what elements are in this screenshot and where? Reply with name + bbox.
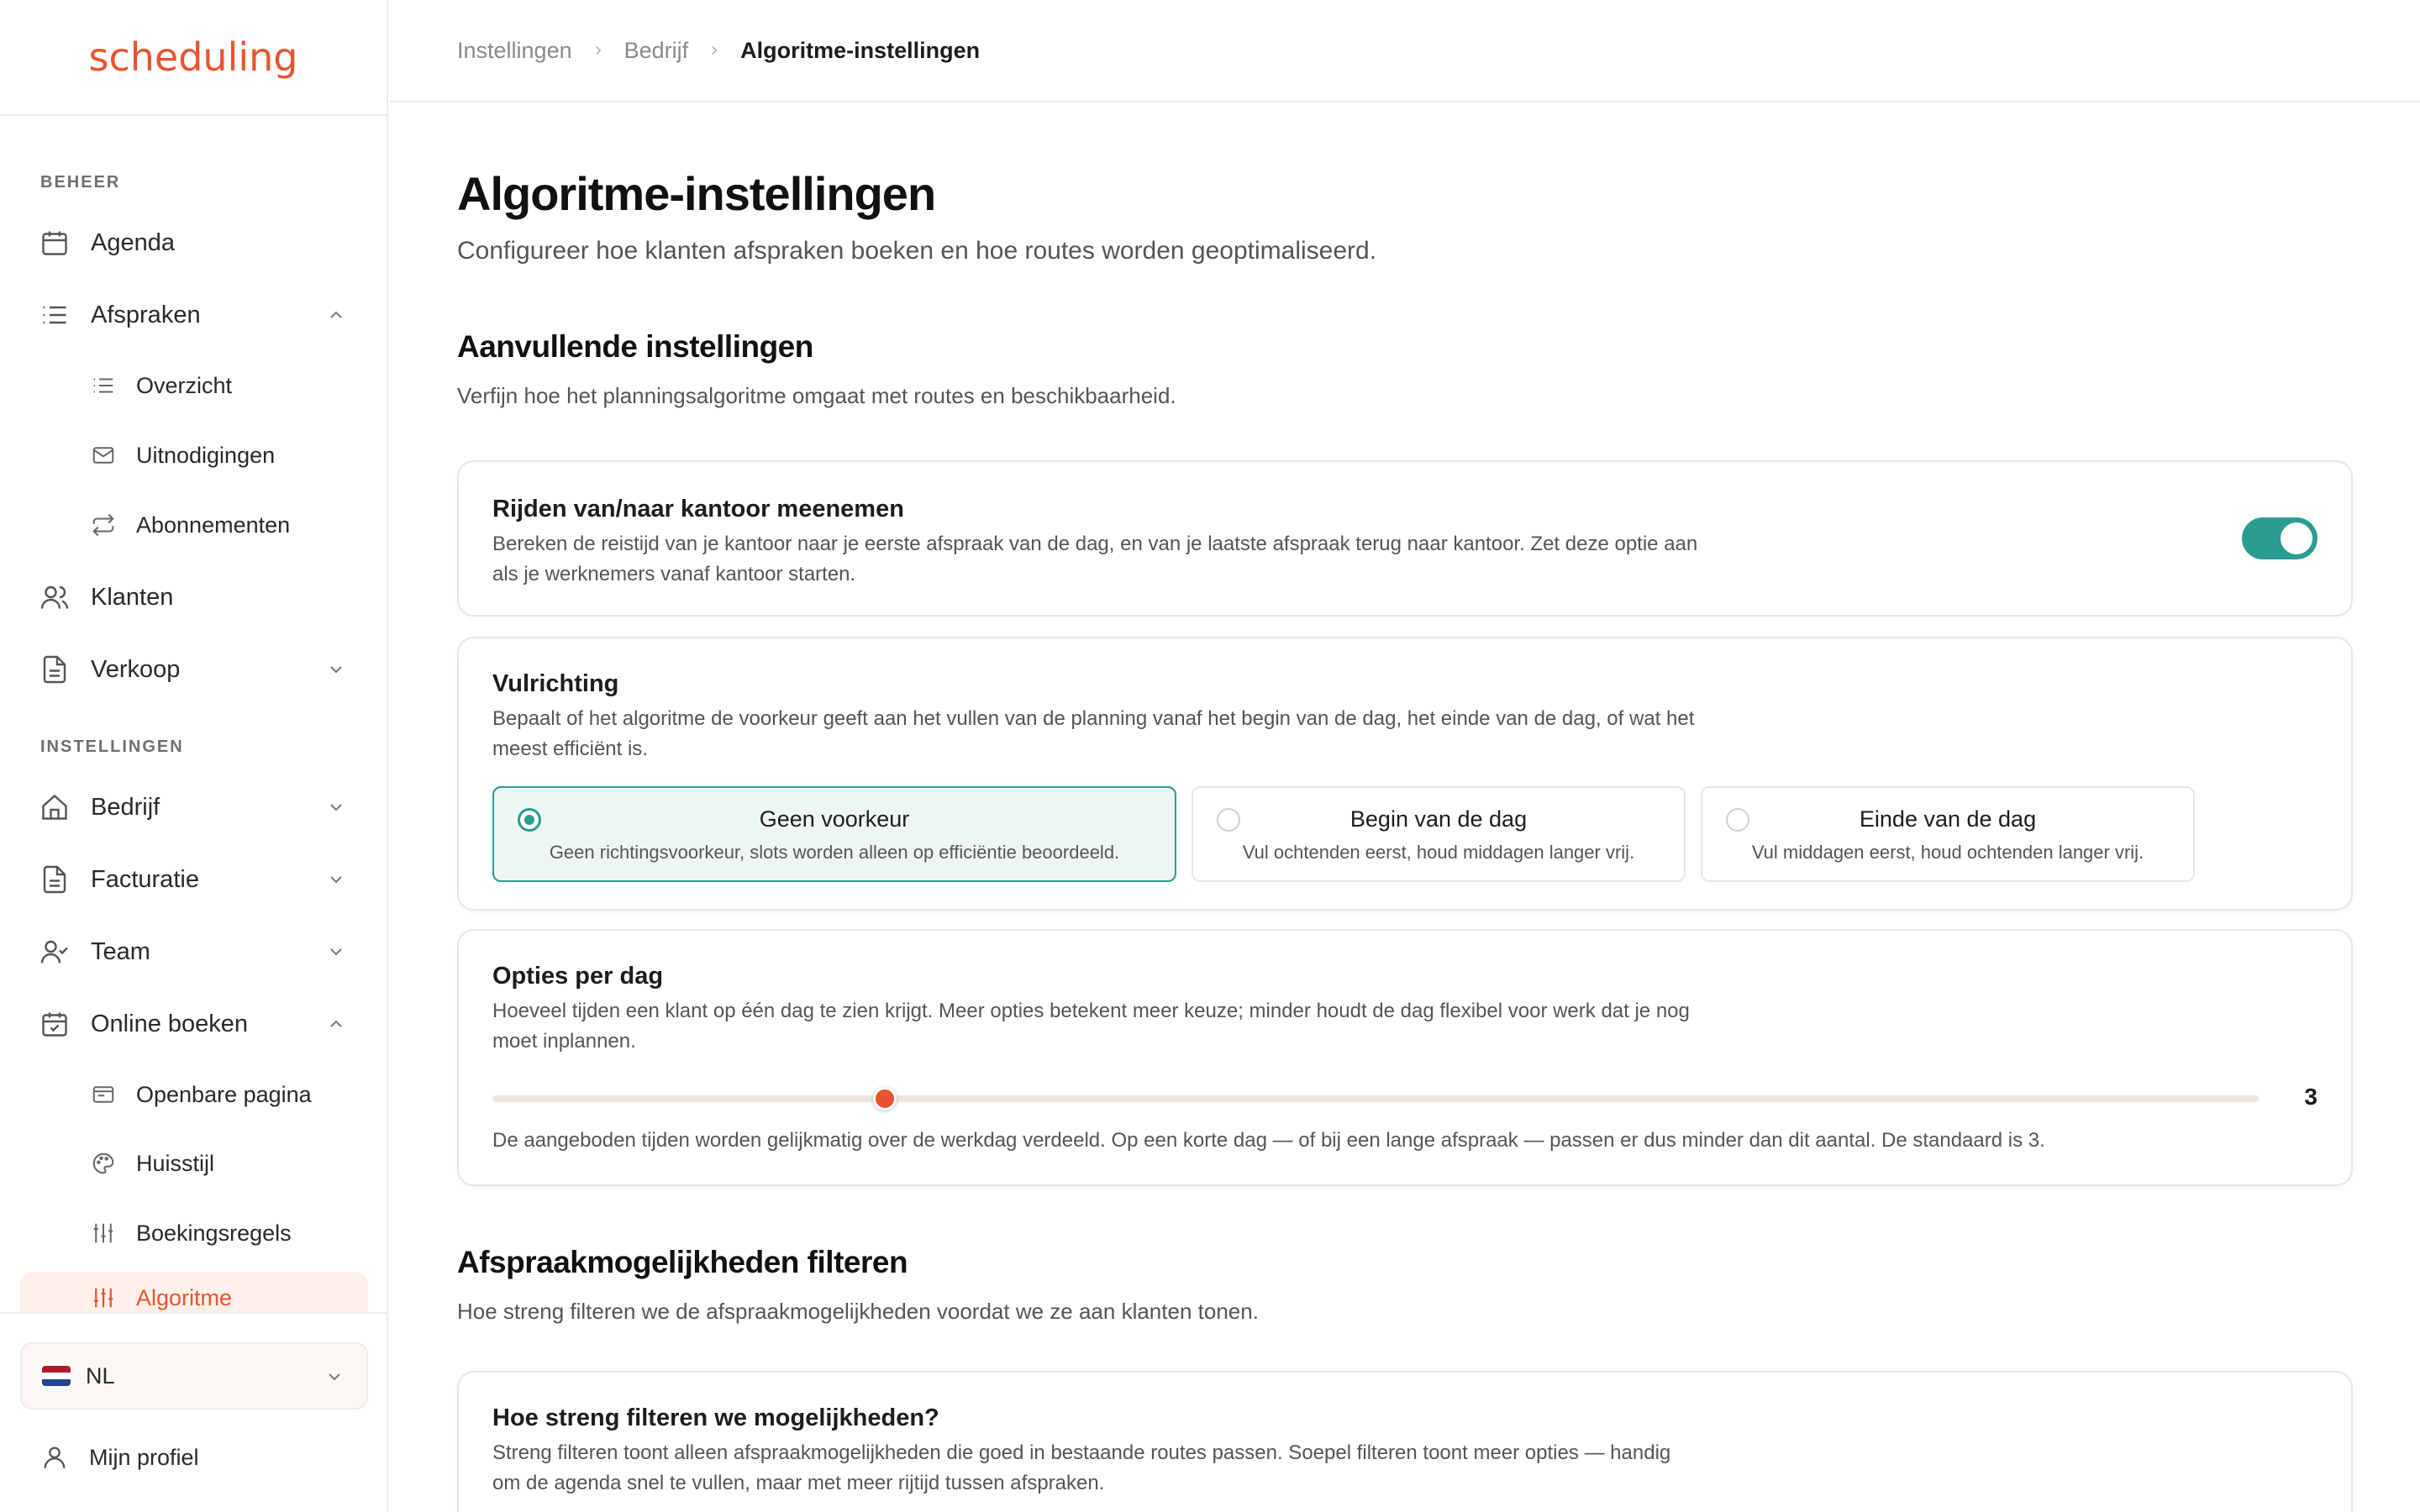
chevron-down-icon [326, 942, 346, 962]
sidebar-item-label: Team [91, 937, 150, 965]
option-title: Einde van de dag [1859, 806, 2037, 832]
sidebar-item-label: Abonnementen [136, 512, 291, 538]
options-slider-value: 3 [2304, 1084, 2317, 1110]
option-title: Geen voorkeur [759, 806, 910, 832]
document-icon [39, 654, 71, 685]
fill-option-no-preference[interactable] [492, 786, 1176, 882]
logo-area [0, 0, 387, 116]
section-subtitle-aanvullende: Verfijn hoe het planningsalgoritme omgaat met routes en beschikbaarheid. [457, 383, 1176, 408]
sidebar-item-agenda[interactable] [20, 215, 368, 270]
section-subtitle-filteren: Hoe streng filteren we de afspraakmogelijkheden voordat we ze aan klanten tonen. [457, 1299, 1259, 1324]
breadcrumb-item-bedrijf[interactable]: Bedrijf [623, 37, 689, 63]
page-subtitle: Configureer hoe klanten afspraken boeken en hoe routes worden geoptimaliseerd. [457, 237, 1377, 265]
home-icon [39, 791, 71, 823]
options-slider-track[interactable] [492, 1095, 2259, 1102]
fill-option-end-of-day[interactable] [1701, 786, 2195, 882]
chevron-right-icon [707, 43, 722, 58]
sidebar-item-afspraken[interactable] [20, 287, 368, 343]
sidebar-item-team[interactable] [20, 924, 368, 979]
section-label-beheer: BEHEER [40, 173, 121, 192]
sidebar-item-label: Afspraken [91, 301, 201, 328]
setting-card-filter-strictness [457, 1371, 2353, 1512]
sidebar-item-openbare-pagina[interactable] [74, 1068, 368, 1121]
sidebar-item-overzicht[interactable] [74, 360, 368, 412]
sidebar-item-boekingsregels[interactable] [74, 1207, 368, 1259]
profile-link[interactable] [20, 1430, 368, 1485]
chevron-down-icon [326, 869, 346, 890]
breadcrumb-current: Algoritme-instellingen [740, 37, 981, 63]
repeat-icon [89, 511, 118, 539]
sidebar-item-label: Facturatie [91, 865, 199, 893]
browser-icon [89, 1080, 118, 1109]
list-icon [89, 371, 118, 400]
setting-title: Rijden van/naar kantoor meenemen [492, 496, 904, 522]
sidebar-item-label: Bedrijf [91, 793, 160, 821]
options-note: De aangeboden tijden worden gelijkmatig over de werkdag verdeeld. Op een korte dag — of bij een lange afspraak — passen er dus minder dan dit aantal. De standaard is 3. [492, 1129, 2045, 1152]
section-title-filteren: Afspraakmogelijkheden filteren [457, 1245, 908, 1279]
sliders-icon [89, 1284, 118, 1312]
flag-nl-icon [42, 1366, 71, 1386]
option-description: Vul middagen eerst, houd ochtenden langer vrij. [1751, 842, 2144, 863]
setting-description: Streng filteren toont alleen afspraakmogelijkheden die goed in bestaande routes passen. Soepel filteren toont meer opties — handig om de agenda snel te vullen, maar met meer rijtijd tussen afspraken. [492, 1441, 1671, 1494]
office-travel-toggle[interactable] [2242, 517, 2317, 559]
sidebar-item-label: Huisstijl [136, 1150, 215, 1176]
sidebar-item-verkoop[interactable] [20, 642, 368, 697]
fill-option-start-of-day[interactable] [1192, 786, 1686, 882]
setting-title: Hoe streng filteren we mogelijkheden? [492, 1404, 939, 1431]
sidebar-item-klanten[interactable] [20, 570, 368, 625]
users-icon [39, 581, 71, 613]
profile-label: Mijn profiel [89, 1444, 199, 1470]
setting-description: Bepaalt of het algoritme de voorkeur geeft aan het vullen van de planning vanaf het begin van de dag, het einde van de dag, of wat het meest efficiënt is. [492, 707, 1695, 760]
sidebar-item-huisstijl[interactable] [74, 1137, 368, 1189]
sidebar-item-label: Algoritme [136, 1284, 233, 1310]
setting-title: Opties per dag [492, 963, 664, 990]
option-description: Geen richtingsvoorkeur, slots worden alleen op efficiëntie beoordeeld. [549, 842, 1120, 863]
sidebar-footer [0, 1312, 387, 1512]
setting-description: Hoeveel tijden een klant op één dag te zien krijgt. Meer opties betekent meer keuze; minder houdt de dag flexibel voor werk dat je nog moet inplannen. [492, 1000, 1690, 1053]
palette-icon [89, 1149, 118, 1178]
sidebar-item-online-boeken[interactable] [20, 996, 368, 1052]
setting-description: Bereken de reistijd van je kantoor naar je eerste afspraak van de dag, en van je laatste afspraak terug naar kantoor. Zet deze optie aan als je werknemers vanaf kantoor starten. [492, 533, 1698, 585]
sliders-vertical-icon [89, 1219, 118, 1247]
language-label: NL [86, 1362, 115, 1389]
page-title: Algoritme-instellingen [457, 167, 936, 220]
sidebar-item-label: Agenda [91, 228, 175, 256]
option-description: Vul ochtenden eerst, houd middagen langer vrij. [1242, 842, 1635, 863]
sidebar-item-bedrijf[interactable] [20, 780, 368, 835]
toggle-knob [2281, 522, 2312, 554]
section-title-aanvullende: Aanvullende instellingen [457, 329, 813, 364]
document-icon [39, 864, 71, 895]
sidebar [0, 0, 388, 1512]
chevron-right-icon [591, 43, 606, 58]
option-title: Begin van de dag [1349, 806, 1528, 832]
mail-icon [89, 441, 118, 470]
setting-card-options-per-day [457, 929, 2353, 1186]
chevron-up-icon [326, 305, 346, 325]
setting-card-office-travel [457, 460, 2353, 617]
sidebar-item-label: Openbare pagina [136, 1081, 312, 1107]
sidebar-item-uitnodigingen[interactable] [74, 429, 368, 481]
breadcrumb-item-instellingen[interactable]: Instellingen [457, 37, 572, 63]
chevron-down-icon [324, 1367, 345, 1387]
sidebar-item-facturatie[interactable] [20, 852, 368, 907]
list-icon [39, 299, 71, 331]
chevron-up-icon [326, 1014, 346, 1034]
sidebar-item-label: Verkoop [91, 655, 181, 683]
setting-title: Vulrichting [492, 670, 619, 697]
sidebar-item-label: Online boeken [91, 1010, 249, 1037]
breadcrumb [390, 0, 2420, 102]
chevron-down-icon [326, 659, 346, 680]
section-label-instellingen: INSTELLINGEN [40, 738, 184, 756]
setting-card-fill-direction [457, 637, 2353, 911]
sidebar-item-label: Boekingsregels [136, 1220, 292, 1246]
language-select[interactable] [20, 1342, 368, 1410]
brand-logo[interactable]: scheduling [88, 34, 298, 80]
sidebar-item-label: Uitnodigingen [136, 442, 276, 468]
chevron-down-icon [326, 797, 346, 817]
calendar-icon [39, 227, 71, 259]
sidebar-item-abonnementen[interactable] [74, 499, 368, 551]
user-icon [39, 1441, 71, 1473]
user-check-icon [39, 936, 71, 968]
sidebar-item-label: Overzicht [136, 372, 233, 398]
options-slider-thumb[interactable] [873, 1087, 897, 1110]
calendar-check-icon [39, 1008, 71, 1040]
sidebar-item-label: Klanten [91, 583, 174, 611]
